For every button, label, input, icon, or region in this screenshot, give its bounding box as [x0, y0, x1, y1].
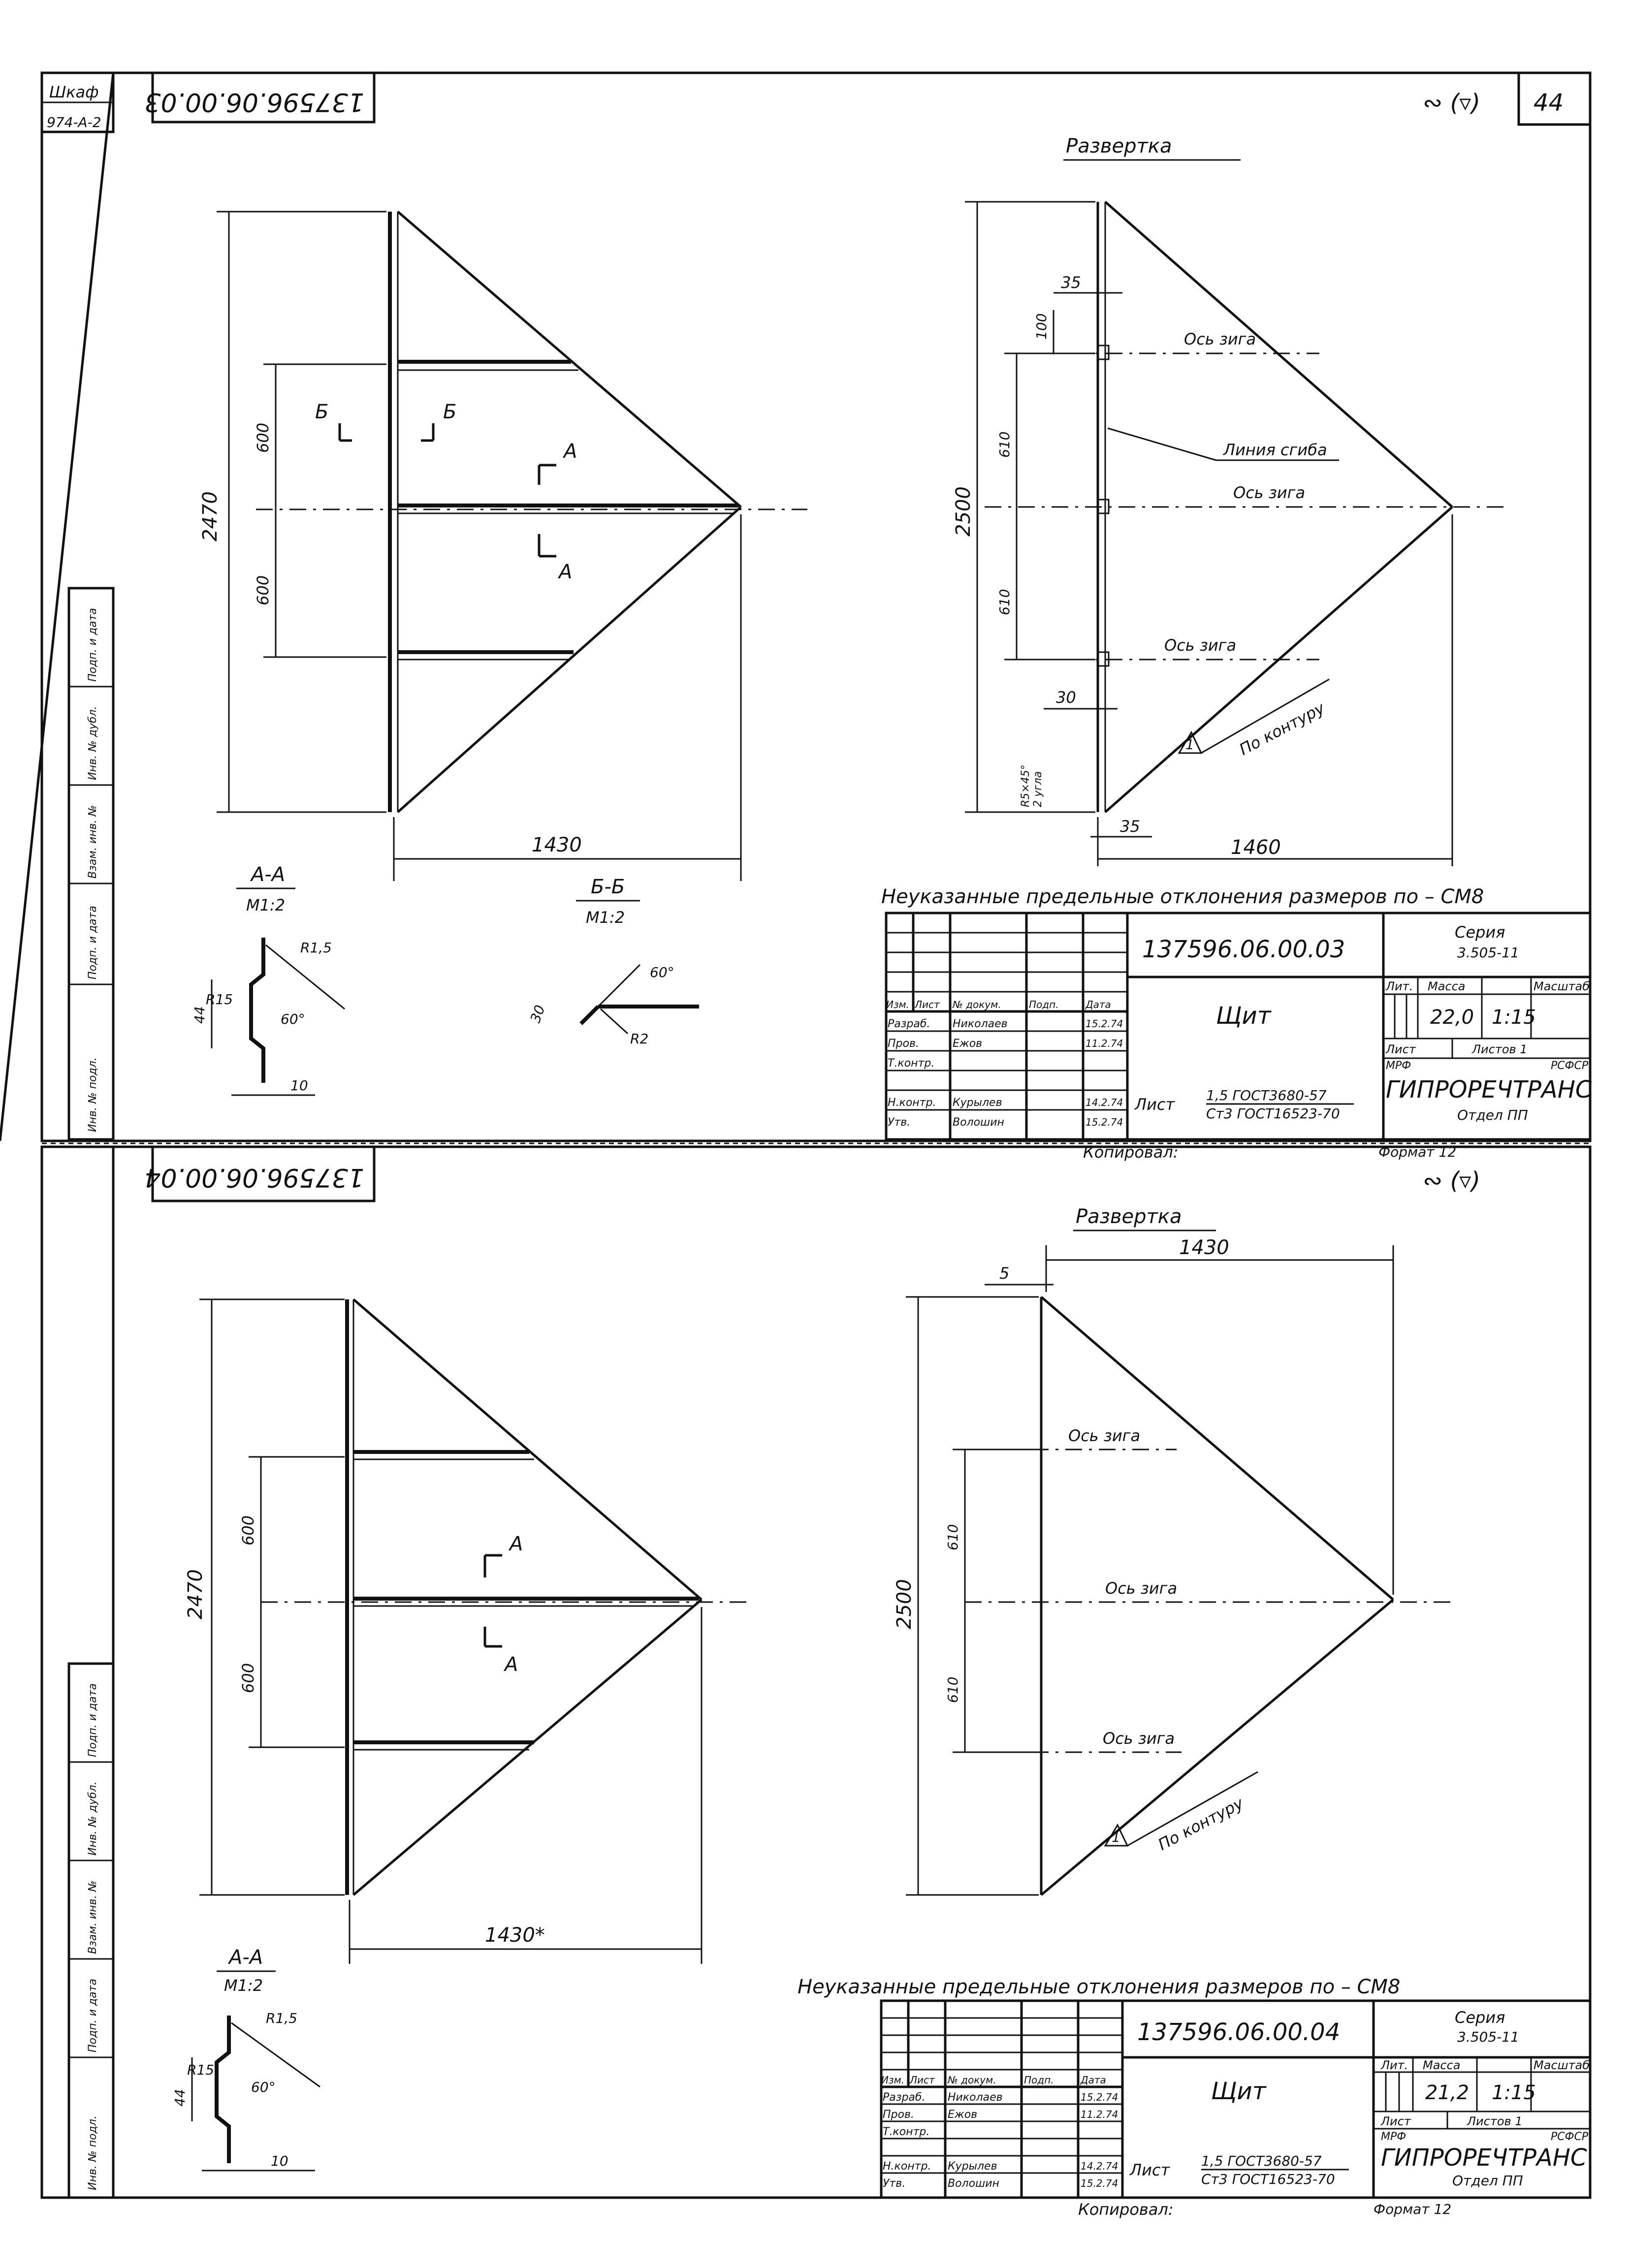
material-2-lower: Ст3 ГОСТ16523-70: [1201, 2171, 1335, 2187]
col-mass-upper: Масса: [1428, 979, 1466, 993]
stamp-head-5-l: Дата: [1081, 2074, 1106, 2086]
weld-number-upper: 1: [1185, 736, 1194, 753]
rotated-code-lower: 137596.06.00.04: [144, 1163, 364, 1192]
role-5-date-l: 15.2.74: [1081, 2177, 1119, 2189]
org-name-upper: ГИПРОРЕЧТРАНС: [1386, 1076, 1592, 1103]
rotated-code-lower-box: [144, 1147, 374, 1201]
col-scale-upper: Масштаб: [1534, 979, 1590, 993]
section-bb-r: R2: [630, 1031, 649, 1047]
section-aa-h-upper: 44: [192, 1006, 208, 1024]
series-lower: 3.505-11: [1457, 2029, 1519, 2045]
role-2-name-l: Ежов: [948, 2109, 978, 2121]
stamp-head-5-u: Дата: [1086, 999, 1111, 1010]
dim-600a-lower: 600: [239, 1515, 257, 1545]
section-bb-angle: 60°: [650, 964, 674, 980]
upper-main-view: [199, 212, 807, 881]
bend-line-label: Линия сгиба: [1223, 441, 1327, 459]
dim-30-upper: 30: [1056, 688, 1076, 707]
org2-upper: РСФСР: [1551, 1060, 1589, 1072]
material-label-upper: Лист: [1135, 1095, 1175, 1114]
format-lower: Формат 12: [1374, 2201, 1452, 2217]
dim-600b-lower: 600: [239, 1663, 257, 1693]
side-label-3: Взам. инв. №: [87, 805, 99, 879]
dim-1460-upper: 1460: [1231, 836, 1281, 859]
section-a-top-lower: А: [510, 1533, 523, 1555]
axis-label-1-upper: Ось зига: [1184, 330, 1256, 348]
scale-upper: 1:15: [1492, 1006, 1536, 1029]
sheet-label-lower: Лист: [1381, 2114, 1411, 2128]
role-1-name-l: Николаев: [948, 2091, 1003, 2104]
dept-upper: Отдел ПП: [1457, 1107, 1528, 1123]
org-name-lower: ГИПРОРЕЧТРАНС: [1381, 2144, 1587, 2172]
dim-100-upper: 100: [1033, 313, 1050, 340]
mass-lower: 21,2: [1425, 2081, 1470, 2104]
dim-35b-upper: 35: [1120, 817, 1140, 836]
side-label-1: Подп. и дата: [87, 608, 99, 682]
contour-label-lower: По контуру: [1154, 1794, 1246, 1855]
material-1-lower: 1,5 ГОСТ3680-57: [1201, 2153, 1322, 2169]
side-label-b3: Взам. инв. №: [87, 1880, 99, 1954]
axis-label-2-upper: Ось зига: [1233, 483, 1306, 502]
stamp-head-1-l: Изм.: [881, 2074, 905, 2086]
axis-label-3-upper: Ось зига: [1164, 636, 1237, 655]
dim-5-lower: 5: [999, 1264, 1010, 1283]
role-5-date-u: 15.2.74: [1086, 1116, 1123, 1128]
sheets-label-upper: Листов 1: [1472, 1042, 1528, 1056]
sheet-label-upper: Лист: [1386, 1042, 1416, 1056]
section-aa-w-upper: 10: [290, 1077, 308, 1094]
upper-razvertka: [952, 135, 1506, 866]
lower-section-aa: [172, 1946, 320, 2171]
section-aa-r15-lower: R1,5: [266, 2010, 297, 2026]
roughness-mark-upper: ∾ (▿): [1423, 89, 1481, 117]
dim-2500-upper: 2500: [952, 486, 975, 536]
section-a-bottom: А: [559, 561, 573, 583]
dim-610a-upper: 610: [996, 431, 1013, 458]
side-stamp-lower: [69, 1664, 113, 2198]
upper-section-bb: [527, 876, 699, 1047]
chamfer-note-1: R5×45°: [1020, 764, 1032, 807]
series-label-upper: Серия: [1455, 923, 1505, 942]
section-bb-scale: М1:2: [586, 908, 625, 927]
role-4-date-u: 14.2.74: [1086, 1097, 1123, 1108]
doc-code-lower: 137596.06.00.04: [1137, 2018, 1341, 2046]
item-name-lower: Щит: [1211, 2078, 1266, 2105]
role-5-l: Утв.: [883, 2177, 906, 2190]
axis-label-2-lower: Ось зига: [1105, 1579, 1178, 1598]
axis-label-1-lower: Ось зига: [1068, 1426, 1141, 1445]
item-name-upper: Щит: [1216, 1002, 1271, 1030]
section-bb-title: Б-Б: [591, 876, 625, 898]
role-3-u: Т.контр.: [888, 1057, 935, 1070]
axis-label-3-lower: Ось зига: [1103, 1729, 1175, 1748]
dept-lower: Отдел ПП: [1452, 2173, 1523, 2189]
role-2-date-l: 11.2.74: [1081, 2109, 1119, 2120]
side-label-b2: Инв. № дубл.: [87, 1781, 99, 1856]
stamp-head-4-l: Подп.: [1024, 2074, 1054, 2086]
role-5-name-l: Волошин: [948, 2177, 999, 2190]
lower-title-block: [798, 1976, 1590, 2219]
series-upper: 3.505-11: [1457, 945, 1519, 961]
section-aa-title-lower: А-А: [229, 1946, 263, 1969]
col-mass-lower: Масса: [1423, 2058, 1461, 2072]
role-4-name-l: Курылев: [948, 2160, 997, 2173]
dim-610a-lower: 610: [945, 1524, 961, 1550]
section-aa-angle-upper: 60°: [281, 1011, 305, 1027]
col-lit-lower: Лит.: [1381, 2058, 1408, 2072]
scale-lower: 1:15: [1492, 2081, 1536, 2104]
role-2-l: Пров.: [883, 2109, 914, 2121]
section-aa-scale-upper: М1:2: [246, 896, 286, 914]
lower-razvertka: [893, 1205, 1452, 1895]
material-label-lower: Лист: [1130, 2161, 1170, 2179]
stamp-head-3-l: № докум.: [948, 2074, 996, 2086]
stamp-head-3-u: № докум.: [953, 999, 1001, 1010]
stamp-head-2-l: Лист: [910, 2074, 935, 2086]
material-2-upper: Ст3 ГОСТ16523-70: [1206, 1105, 1340, 1122]
chamfer-note-2: 2 угла: [1032, 771, 1044, 807]
doc-code-upper: 137596.06.00.03: [1142, 936, 1345, 963]
side-stamp-upper: [42, 73, 113, 1139]
side-number: 974-А-2: [47, 114, 101, 130]
section-b-right: Б: [443, 401, 457, 423]
section-aa-angle-lower: 60°: [251, 2079, 276, 2095]
tolerance-note-upper: Неуказанные предельные отклонения размеров по – СМ8: [881, 885, 1484, 908]
side-label-b4: Подп. и дата: [87, 1979, 99, 2052]
dim-1430-upper: 1430: [532, 834, 582, 856]
section-a-bottom-lower: А: [505, 1653, 518, 1676]
role-4-u: Н.контр.: [888, 1097, 936, 1109]
dim-1430-lower: 1430*: [485, 1924, 545, 1947]
role-1-l: Разраб.: [883, 2091, 926, 2104]
section-aa-scale-lower: М1:2: [224, 1976, 263, 1995]
sheet-number: 44: [1534, 89, 1564, 117]
section-aa-title-upper: А-А: [251, 863, 286, 886]
col-lit-upper: Лит.: [1386, 979, 1413, 993]
col-scale-lower: Масштаб: [1534, 2058, 1590, 2072]
section-a-top: А: [564, 440, 577, 463]
rotated-code-upper-box: [144, 73, 374, 122]
tolerance-note-lower: Неуказанные предельные отклонения размеров по – СМ8: [798, 1976, 1401, 1998]
org2-lower: РСФСР: [1551, 2131, 1589, 2143]
section-aa-r15b-lower: R15: [187, 2062, 215, 2078]
role-1-date-l: 15.2.74: [1081, 2091, 1119, 2103]
stamp-head-4-u: Подп.: [1029, 999, 1059, 1010]
lower-main-view: [184, 1299, 753, 1964]
sheet-number-box: [1519, 73, 1590, 125]
series-label-lower: Серия: [1455, 2008, 1505, 2027]
mass-upper: 22,0: [1430, 1006, 1474, 1029]
role-2-name-u: Ежов: [953, 1038, 983, 1050]
side-label-2: Инв. № дубл.: [87, 706, 99, 780]
upper-section-aa: [192, 863, 345, 1095]
razvertka-title-lower: Развертка: [1076, 1205, 1182, 1228]
dim-610b-upper: 610: [996, 589, 1013, 615]
role-5-name-u: Волошин: [953, 1116, 1004, 1129]
role-2-u: Пров.: [888, 1038, 919, 1050]
dim-2470-upper: 2470: [199, 491, 222, 541]
side-label-5: Инв. № подл.: [87, 1057, 99, 1132]
role-1-name-u: Николаев: [953, 1018, 1008, 1030]
copied-lower: Копировал:: [1078, 2200, 1174, 2219]
upper-title-block: [881, 885, 1592, 1162]
org1-upper: МРФ: [1386, 1060, 1411, 1072]
side-label-b5: Инв. № подл.: [87, 2115, 99, 2190]
role-4-name-u: Курылев: [953, 1097, 1002, 1109]
dim-600a-upper: 600: [254, 422, 272, 453]
side-label-4: Подп. и дата: [87, 906, 99, 979]
org1-lower: МРФ: [1381, 2131, 1406, 2143]
rotated-code-upper: 137596.06.00.03: [144, 87, 364, 117]
side-code: Шкаф: [49, 83, 99, 101]
dim-610b-lower: 610: [945, 1676, 961, 1703]
section-aa-h-lower: 44: [172, 2089, 188, 2107]
stamp-head-1-u: Изм.: [886, 999, 910, 1010]
role-2-date-u: 11.2.74: [1086, 1038, 1123, 1049]
format-upper: Формат 12: [1378, 1144, 1457, 1160]
section-b-left: Б: [315, 401, 329, 423]
section-aa-w-lower: 10: [271, 2153, 288, 2169]
sheet-frames: [0, 73, 1590, 2198]
dim-600b-upper: 600: [254, 575, 272, 605]
role-3-l: Т.контр.: [883, 2126, 930, 2138]
side-label-b1: Подп. и дата: [87, 1683, 99, 1757]
stamp-head-2-u: Лист: [915, 999, 940, 1010]
section-bb-w: 30: [527, 1003, 548, 1025]
copied-upper: Копировал:: [1083, 1143, 1179, 1162]
dim-1430-razvertka-lower: 1430: [1179, 1236, 1229, 1259]
role-4-l: Н.контр.: [883, 2160, 931, 2173]
contour-label-upper: По контуру: [1236, 698, 1328, 759]
dim-2470-lower: 2470: [184, 1569, 207, 1619]
section-aa-r15-upper: R1,5: [300, 940, 332, 956]
role-1-u: Разраб.: [888, 1018, 930, 1030]
section-aa-r15b-upper: R15: [206, 991, 233, 1008]
role-4-date-l: 14.2.74: [1081, 2160, 1119, 2172]
role-5-u: Утв.: [888, 1116, 911, 1129]
razvertka-title-upper: Развертка: [1066, 135, 1172, 158]
sheets-label-lower: Листов 1: [1467, 2114, 1523, 2128]
weld-number-lower: 1: [1112, 1829, 1120, 1845]
roughness-mark-lower: ∾ (▿): [1423, 1167, 1481, 1195]
dim-35a-upper: 35: [1061, 273, 1081, 292]
role-1-date-u: 15.2.74: [1086, 1018, 1123, 1030]
material-1-upper: 1,5 ГОСТ3680-57: [1206, 1087, 1327, 1103]
dim-2500-lower: 2500: [893, 1579, 916, 1629]
